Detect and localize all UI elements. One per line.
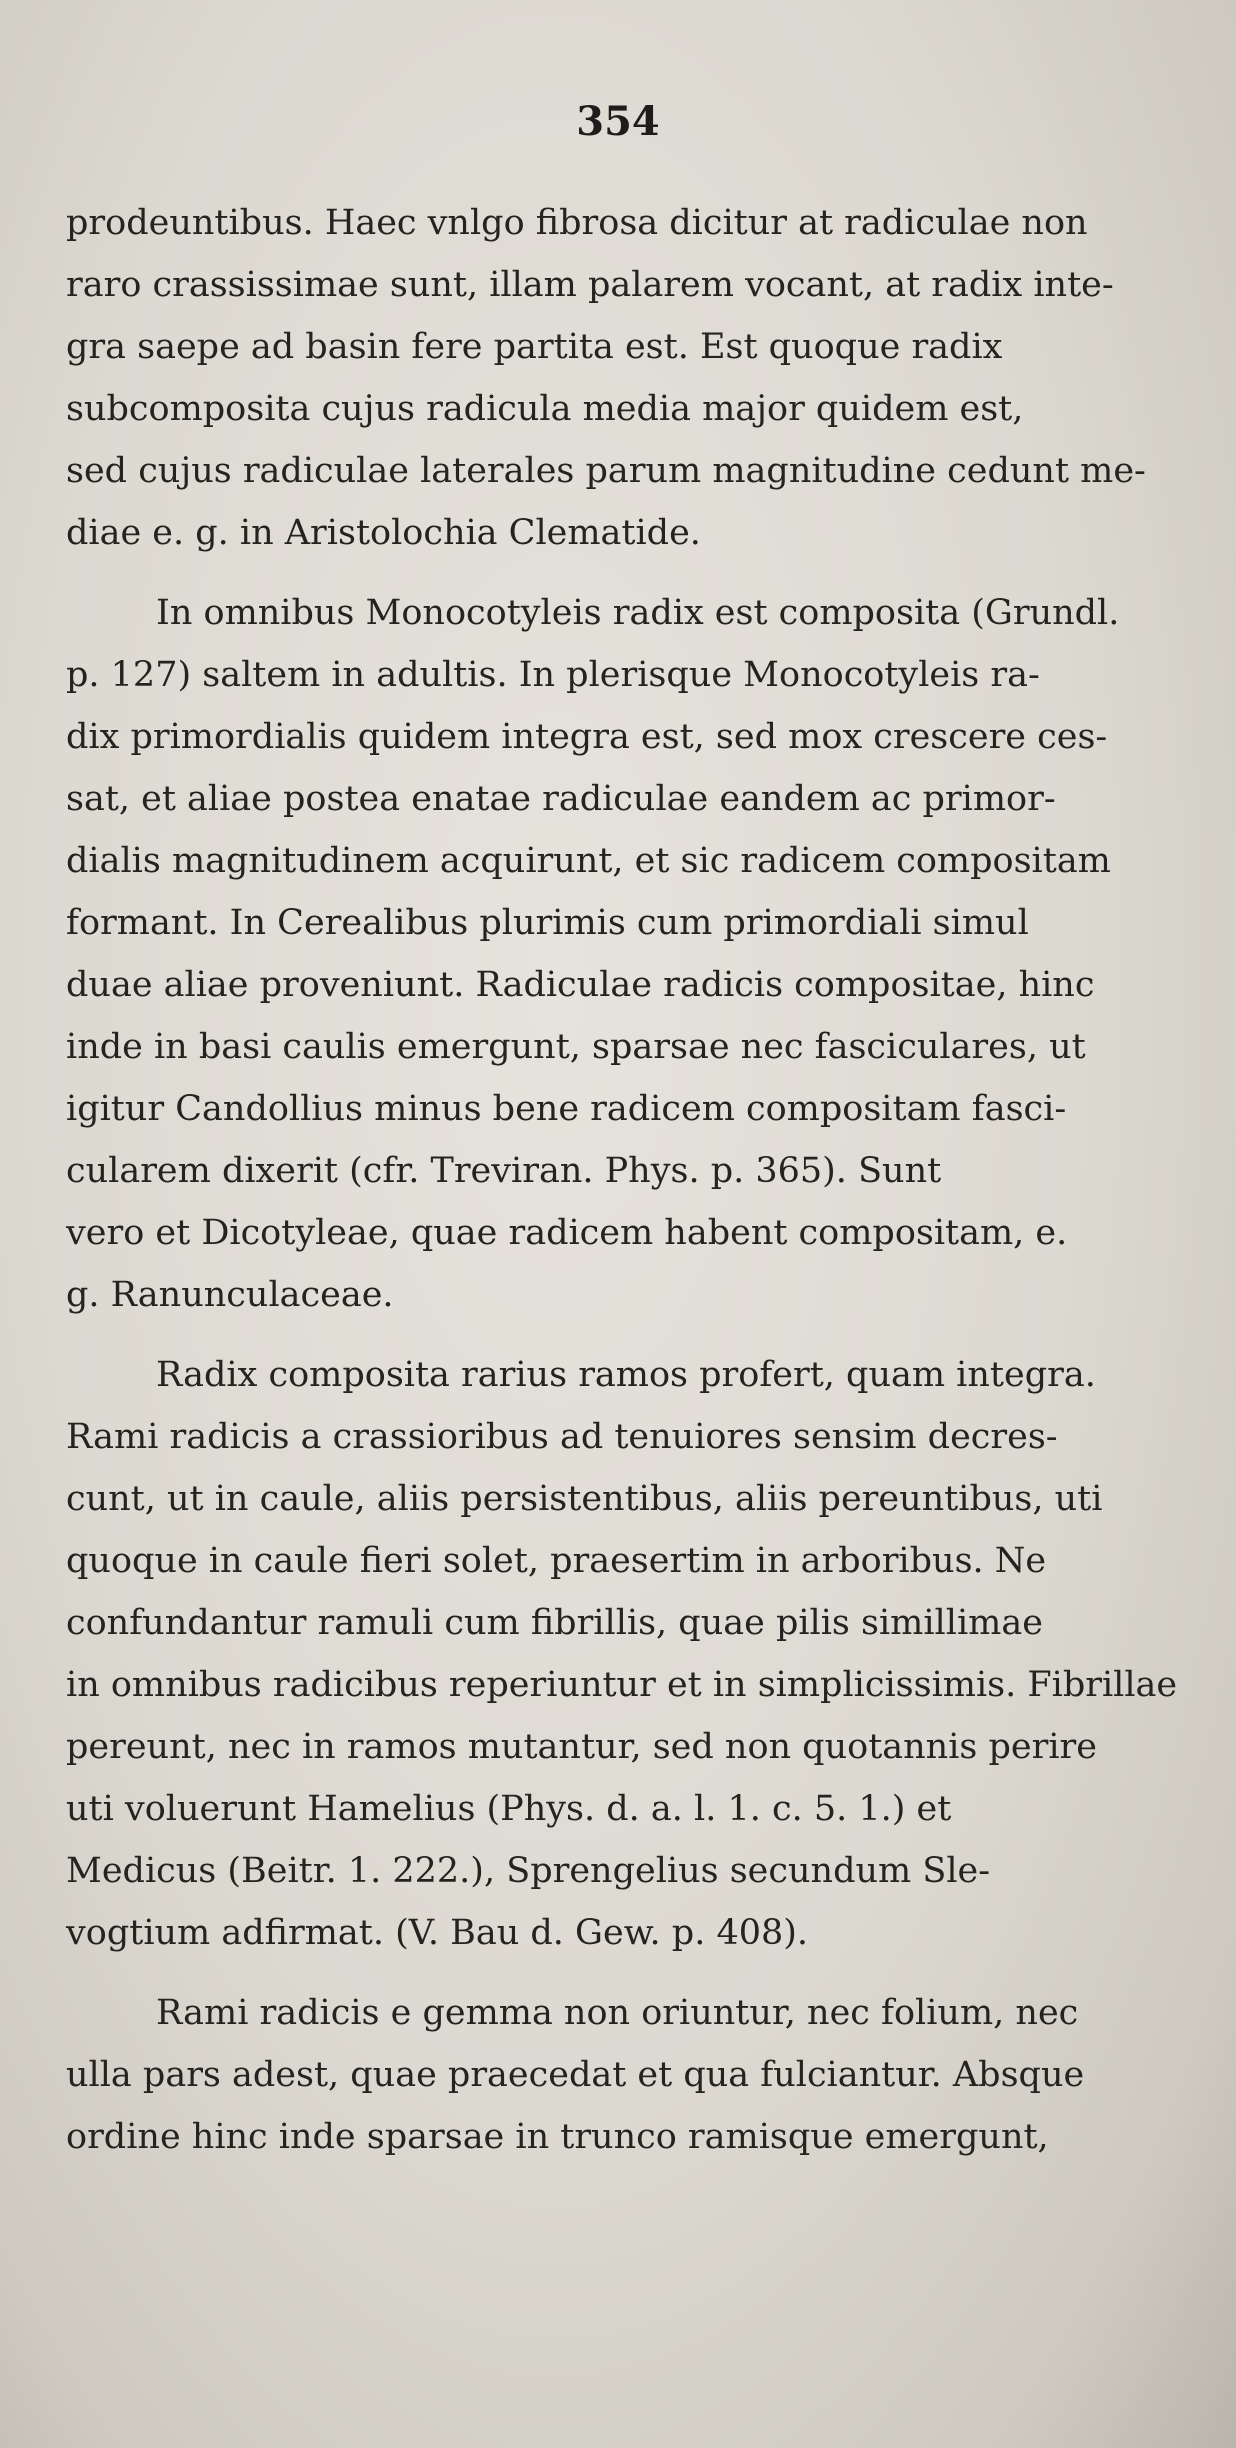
page-number: 354 [576,98,660,145]
text-line: igitur Candollius minus bene radicem compositam fasci- [66,1089,1067,1129]
text-line: prodeuntibus. Haec vnlgo fibrosa dicitur at radiculae non [66,203,1088,243]
paragraph [66,1344,1196,1964]
text-line: quoque in caule fieri solet, praesertim in arboribus. Ne [66,1541,1047,1581]
text-line: Rami radicis e gemma non oriuntur, nec folium, nec [156,1993,1079,2033]
paragraph [66,582,1196,1326]
text-line: cunt, ut in caule, aliis persistentibus, aliis pereuntibus, uti [66,1479,1103,1519]
text-line: raro crassissimae sunt, illam palarem vocant, at radix inte- [66,265,1114,305]
text-line: pereunt, nec in ramos mutantur, sed non quotannis perire [66,1727,1097,1767]
text-line: inde in basi caulis emergunt, sparsae nec fasciculares, ut [66,1027,1086,1067]
text-line: in omnibus radicibus reperiuntur et in simplicissimis. Fibrillae [66,1665,1178,1705]
body-text [66,192,1196,2168]
text-line: sed cujus radiculae laterales parum magnitudine cedunt me- [66,451,1146,491]
text-line: vero et Dicotyleae, quae radicem habent compositam, e. [66,1213,1068,1253]
text-line: subcomposita cujus radicula media major quidem est, [66,389,1024,429]
text-line: Medicus (Beitr. 1. 222.), Sprengelius secundum Sle- [66,1851,991,1891]
text-line: sat, et aliae postea enatae radiculae eandem ac primor- [66,779,1056,819]
text-line: dix primordialis quidem integra est, sed mox crescere ces- [66,717,1108,757]
text-line: dialis magnitudinem acquirunt, et sic radicem compositam [66,841,1111,881]
text-line: ordine hinc inde sparsae in trunco ramisque emergunt, [66,2117,1049,2157]
text-line: cularem dixerit (cfr. Treviran. Phys. p. 365). Sunt [66,1151,942,1191]
text-line: In omnibus Monocotyleis radix est composita (Grundl. [156,593,1120,633]
text-line: duae aliae proveniunt. Radiculae radicis compositae, hinc [66,965,1095,1005]
text-line: Rami radicis a crassioribus ad tenuiores sensim decres- [66,1417,1058,1457]
text-line: p. 127) saltem in adultis. In plerisque Monocotyleis ra- [66,655,1040,695]
text-line: uti voluerunt Hamelius (Phys. d. a. l. 1. c. 5. 1.) et [66,1789,952,1829]
text-line: Radix composita rarius ramos profert, quam integra. [156,1355,1096,1395]
text-line: gra saepe ad basin fere partita est. Est quoque radix [66,327,1003,367]
text-line: confundantur ramuli cum fibrillis, quae pilis simillimae [66,1603,1043,1643]
text-line: formant. In Cerealibus plurimis cum primordiali simul [66,903,1029,943]
text-line: vogtium adfirmat. (V. Bau d. Gew. p. 408). [66,1913,809,1953]
text-line: ulla pars adest, quae praecedat et qua fulciantur. Absque [66,2055,1085,2095]
text-line: diae e. g. in Aristolochia Clematide. [66,513,701,553]
paragraph [66,192,1196,564]
paragraph [66,1982,1196,2168]
text-line: g. Ranunculaceae. [66,1275,394,1315]
